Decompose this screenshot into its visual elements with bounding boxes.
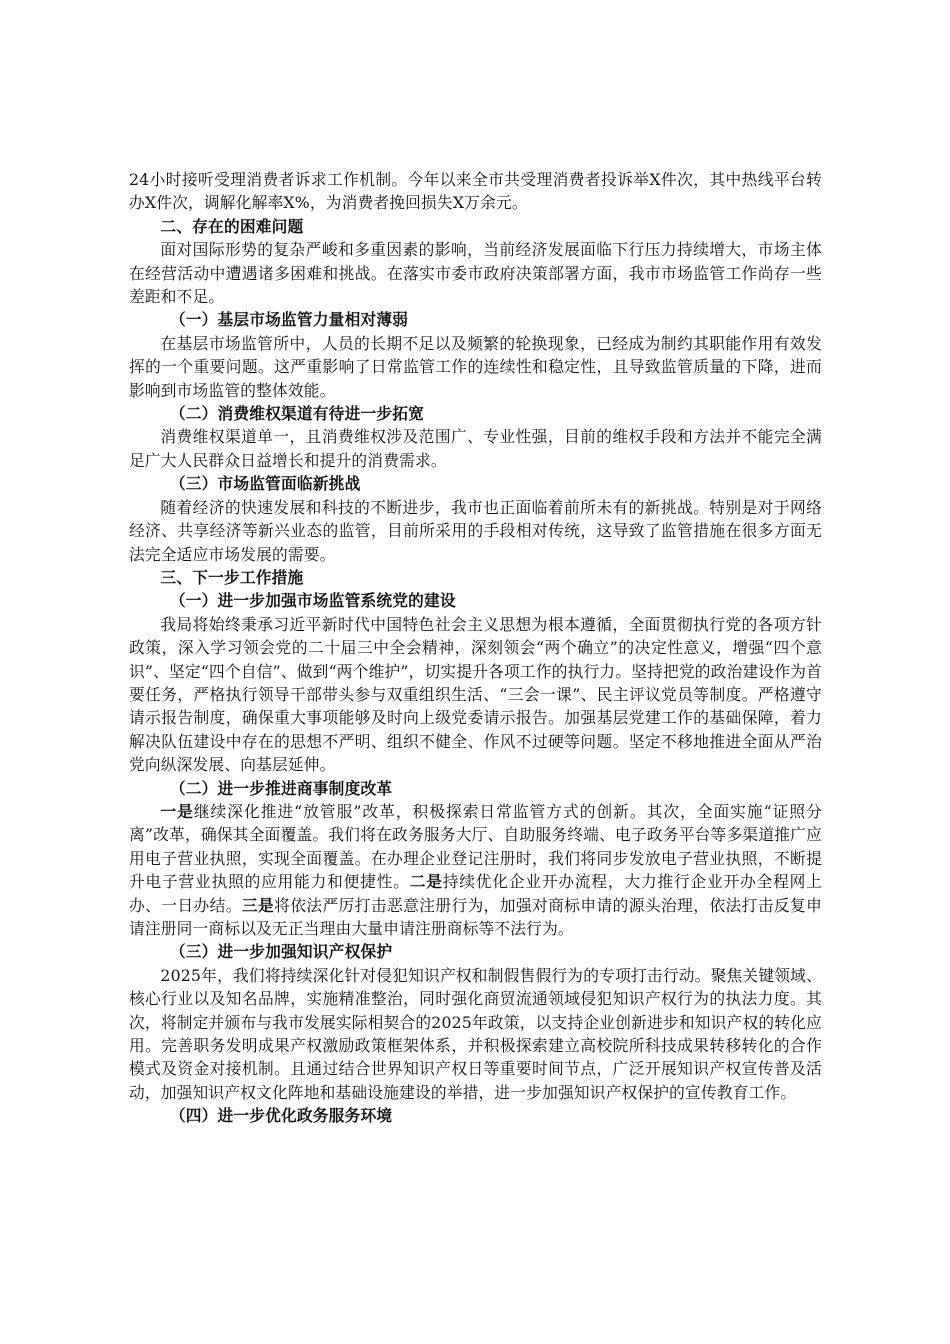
paragraph-3-1: 我局将始终秉承习近平新时代中国特色社会主义思想为根本遵循，全面贯彻执行党的各项方针政策，深入学习领会党的二十届三中全会精神，深刻领会“两个确立”的决定性意义，增强“四个意识”、坚定“四个自信”、做到“两个维护”，切实提升各项工作的执行力。坚持把党的政治建设作为首要任务，严格执行领导干部带头参与双重组织生活、“三会一课”、民主评议党员等制度。严格遵守请示报告制度，确保重大事项能够及时向上级党委请示报告。加强基层党建工作的基础保障，着力解决队伍建设中存在的思想不严明、组织不健全、作风不过硬等问题。坚定不移地推进全面从严治党向纵深发展、向基层延伸。 <box>129 614 822 775</box>
paragraph-3-2-part3: 将依法严厉打击恶意注册行为，加强对商标申请的源头治理，依法打击反复申请注册同一商标以及无正当理由大量申请注册商标等不法行为。 <box>129 895 822 938</box>
section-heading-3: 三、下一步工作措施 <box>160 567 304 587</box>
subheading-3-3: （三）进一步加强知识产权保护 <box>169 942 393 962</box>
section-heading-2: 二、存在的困难问题 <box>160 216 304 236</box>
paragraph-3-2-part1: 继续深化推进“放管服”改革，积极探索日常监管方式的创新。其次，全面实施“证照分离”改革，确保其全面覆盖。我们将在政务服务大厅、自助服务终端、电子政务平台等多渠道推广应用电子营业执照，实现全面覆盖。在办理企业登记注册时，我们将同步发放电子营业执照，不断提升电子营业执照的应用能力和便捷性。 <box>129 801 822 892</box>
subheading-2-1: （一）基层市场监管力量相对薄弱 <box>169 310 409 330</box>
paragraph-section2-intro: 面对国际形势的复杂严峻和多重因素的影响，当前经济发展面临下行压力持续增大，市场主体在经营活动中遭遇诸多困难和挑战。在落实市委市政府决策部署方面，我市市场监管工作尚存一些差距和不足。 <box>129 240 822 307</box>
paragraph-2-1: 在基层市场监管所中，人员的长期不足以及频繁的轮换现象，已经成为制约其职能作用有效发挥的一个重要问题。这严重影响了日常监管工作的连续性和稳定性，且导致监管质量的下降，进而影响到市场监管的整体效能。 <box>129 333 822 400</box>
paragraph-2-3: 随着经济的快速发展和科技的不断进步，我市也正面临着前所未有的新挑战。特别是对于网络经济、共享经济等新兴业态的监管，目前所采用的手段相对传统，这导致了监管措施在很多方面无法完全适应市场发展的需要。 <box>129 497 822 564</box>
lead-term-2: 二是 <box>409 872 443 892</box>
lead-term-3: 三是 <box>241 895 275 915</box>
paragraph-intro: 24小时接听受理消费者诉求工作机制。今年以来全市共受理消费者投诉举X件次，其中热线平台转办X件次，调解化解率X%，为消费者挽回损失X万余元。 <box>129 170 822 213</box>
subheading-3-2: （二）进一步推进商事制度改革 <box>169 778 393 798</box>
paragraph-3-2-part2: 持续优化企业开办流程，大力推行企业开办全程网上办、一日办结。 <box>129 872 822 915</box>
subheading-3-4: （四）进一步优化政务服务环境 <box>169 1106 393 1126</box>
subheading-3-1: （一）进一步加强市场监管系统党的建设 <box>169 591 456 611</box>
subheading-2-3: （三）市场监管面临新挑战 <box>169 474 361 494</box>
document-body <box>129 168 822 1128</box>
paragraph-3-2 <box>129 800 822 940</box>
paragraph-3-3: 2025年，我们将持续深化针对侵犯知识产权和制假售假行为的专项打击行动。聚焦关键领域、核心行业以及知名品牌，实施精准整治，同时强化商贸流通领域侵犯知识产权行为的执法力度。其次，将制定并颁布与我市发展实际相契合的2025年政策，以支持企业创新进步和知识产权的转化应用。完善职务发明成果产权激励政策框架体系，并积极探索建立高校院所科技成果转移转化的合作模式及资金对接机制。且通过结合世界知识产权日等重要时间节点，广泛开展知识产权宣传普及活动，加强知识产权文化阵地和基础设施建设的举措，进一步加强知识产权保护的宣传教育工作。 <box>129 965 822 1102</box>
paragraph-2-2: 消费维权渠道单一，且消费维权涉及范围广、专业性强，目前的维权手段和方法并不能完全满足广大人民群众日益增长和提升的消费需求。 <box>129 427 822 470</box>
lead-term-1: 一是 <box>160 801 194 821</box>
subheading-2-2: （二）消费维权渠道有待进一步拓宽 <box>169 404 425 424</box>
